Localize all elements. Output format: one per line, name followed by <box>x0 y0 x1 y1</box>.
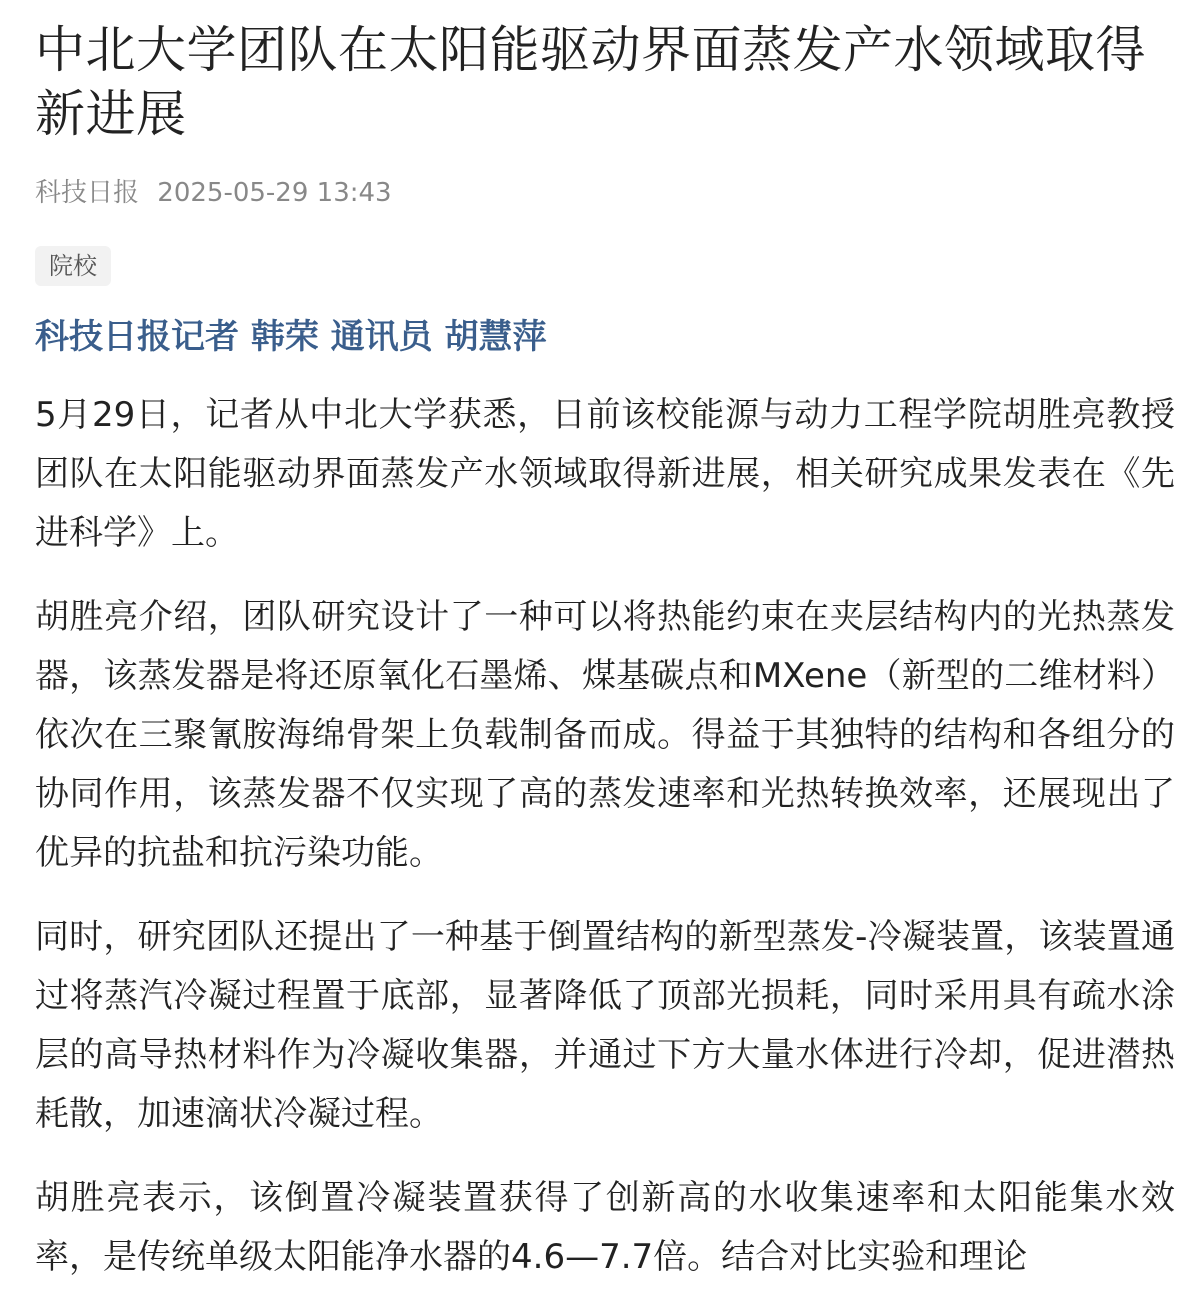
article-title: 中北大学团队在太阳能驱动界面蒸发产水领域取得新进展 <box>35 21 1146 143</box>
article-byline: 科技日报记者 韩荣 通讯员 胡慧萍 <box>35 317 547 357</box>
category-tag[interactable]: 院校 <box>35 246 111 286</box>
article-paragraph: 同时，研究团队还提出了一种基于倒置结构的新型蒸发-冷凝装置，该装置通过将蒸汽冷凝过程置于底部，显著降低了顶部光损耗，同时采用具有疏水涂层的高导热材料作为冷凝收集器，并通过下方大量水体进行冷却，促进潜热耗散，加速滴状冷凝过程。 <box>35 917 1175 1134</box>
article <box>35 0 1175 1287</box>
article-paragraph: 胡胜亮表示，该倒置冷凝装置获得了创新高的水收集速率和太阳能集水效率，是传统单级太阳能净水器的4.6—7.7倍。结合对比实验和理论 <box>35 1178 1175 1277</box>
article-meta <box>35 176 1175 210</box>
article-paragraph: 5月29日，记者从中北大学获悉，日前该校能源与动力工程学院胡胜亮教授团队在太阳能驱动界面蒸发产水领域取得新进展，相关研究成果发表在《先进科学》上。 <box>35 395 1175 553</box>
article-source: 科技日报 <box>35 178 140 208</box>
article-paragraph: 胡胜亮介绍，团队研究设计了一种可以将热能约束在夹层结构内的光热蒸发器，该蒸发器是将还原氧化石墨烯、煤基碳点和MXene（新型的二维材料）依次在三聚氰胺海绵骨架上负载制备而成。得益于其独特的结构和各组分的协同作用，该蒸发器不仅实现了高的蒸发速率和光热转换效率，还展现出了优异的抗盐和抗污染功能。 <box>35 597 1175 873</box>
article-datetime: 2025-05-29 13:43 <box>157 178 392 208</box>
